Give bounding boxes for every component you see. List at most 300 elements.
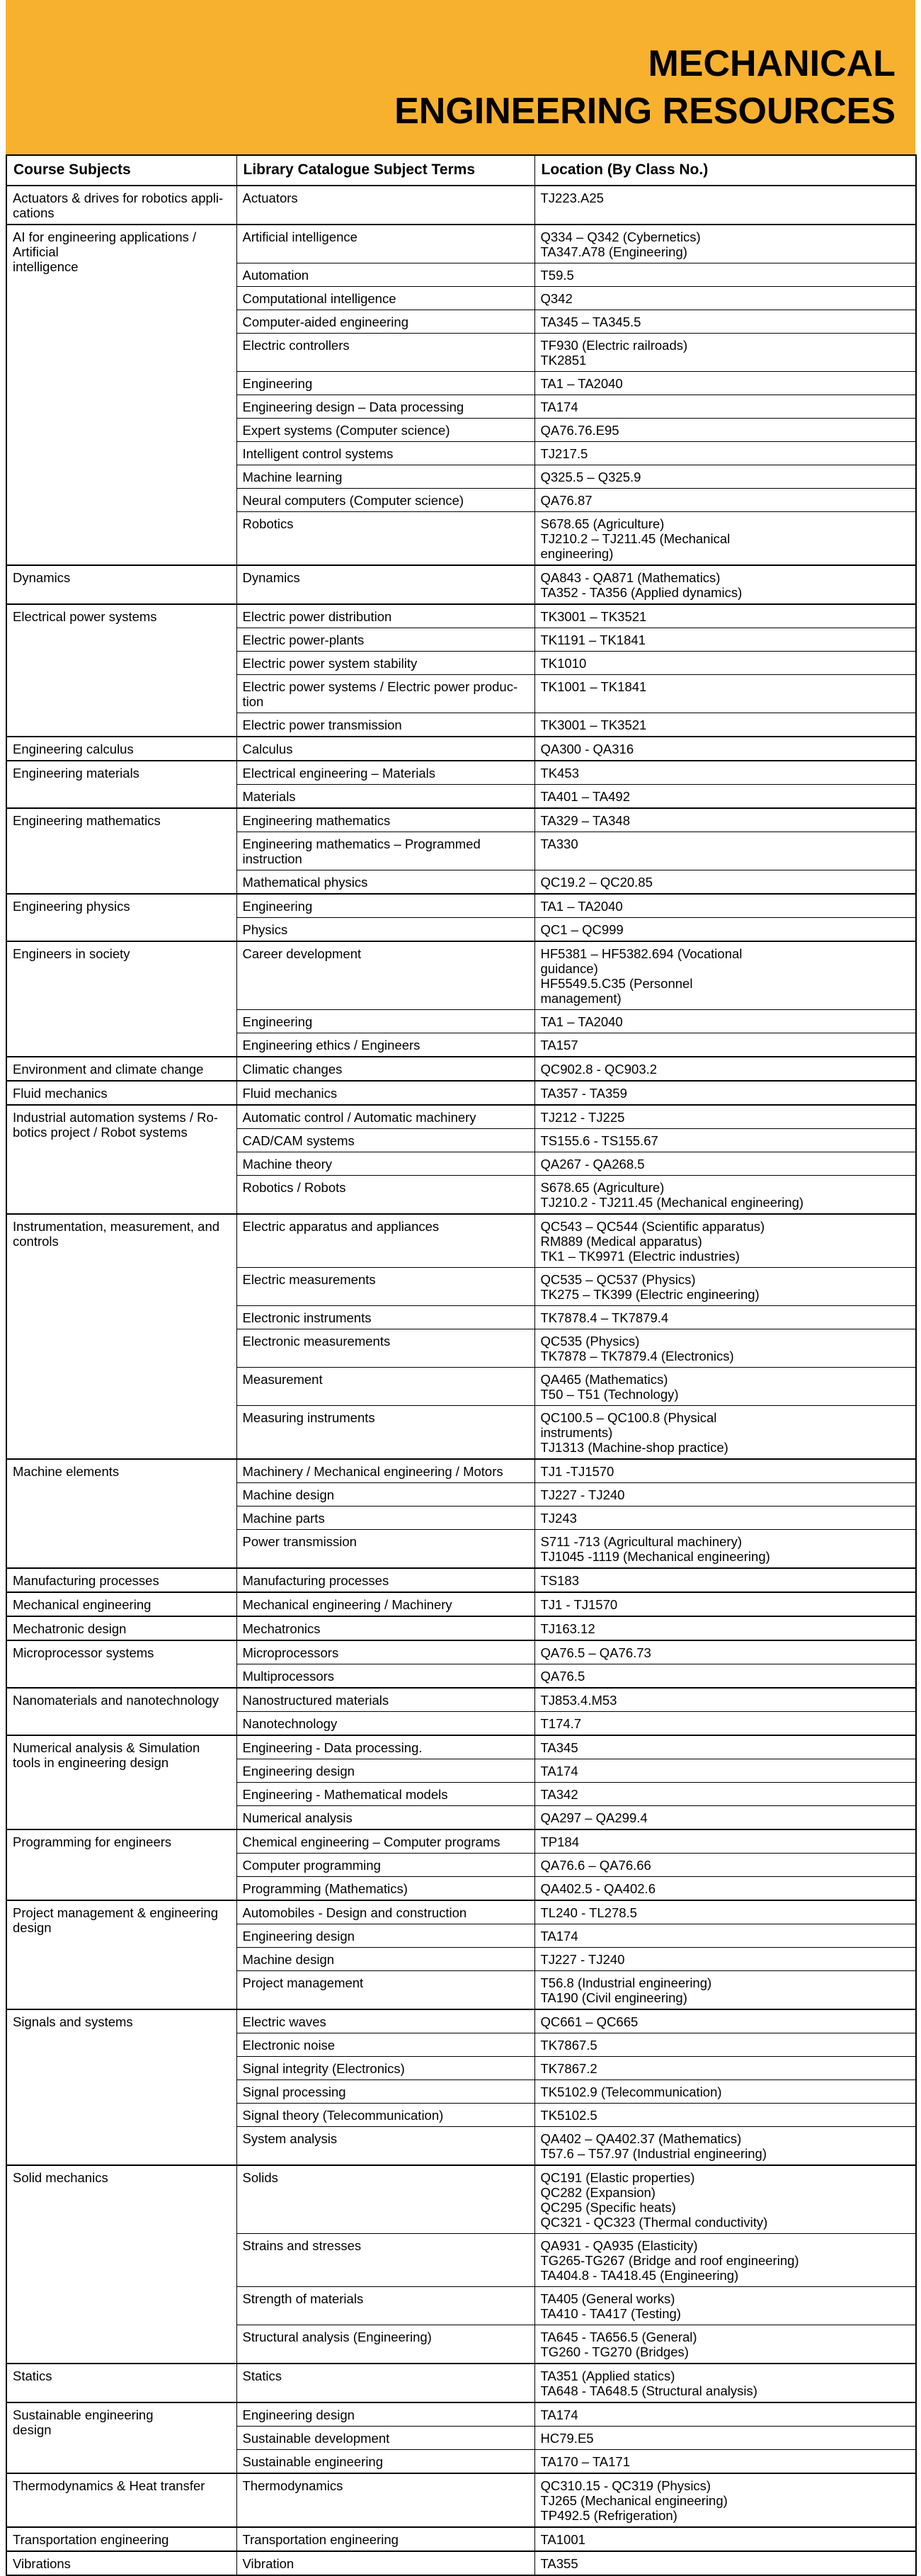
subject-term-text: Machinery / Mechanical engineering / Motors (242, 1464, 503, 1479)
column-header-location: Location (By Class No.) (534, 155, 916, 186)
subject-term-cell (236, 225, 534, 263)
location-text: T50 – T51 (Technology) (540, 1387, 679, 1402)
course-subject-cell (6, 2402, 236, 2473)
location-text: engineering) (540, 546, 614, 561)
subject-term-text: Engineering mathematics (242, 813, 391, 828)
table-header-row (6, 155, 916, 186)
subject-term-cell (236, 1900, 534, 1924)
location-cell (534, 512, 916, 566)
title-line-2: ENGINEERING RESOURCES (394, 91, 896, 132)
table-row (6, 2165, 916, 2234)
subject-term-cell (236, 1268, 534, 1306)
location-text: TJ1313 (Machine-shop practice) (540, 1440, 728, 1455)
subject-term-cell (236, 1924, 534, 1948)
location-text: Q342 (540, 291, 573, 306)
location-cell (534, 652, 916, 675)
location-cell (534, 1306, 916, 1329)
course-subject-cell (6, 1105, 236, 1214)
location-cell (534, 2234, 916, 2287)
location-cell (534, 808, 916, 832)
course-subject-cell (6, 2473, 236, 2527)
course-subject-cell (6, 1688, 236, 1735)
location-text: QA843 - QA871 (Mathematics) (540, 570, 721, 585)
location-text: QC535 (Physics) (540, 1334, 640, 1349)
page (6, 0, 915, 2571)
subject-term-text: Materials (242, 789, 296, 804)
location-cell (534, 2364, 916, 2402)
subject-term-text: Electronic measurements (242, 1334, 391, 1349)
location-cell (534, 2057, 916, 2080)
subject-term-cell (236, 263, 534, 287)
location-cell (534, 489, 916, 512)
location-text: TK1001 – TK1841 (540, 679, 647, 694)
location-text: QC19.2 – QC20.85 (540, 875, 653, 890)
subject-term-cell (236, 1759, 534, 1783)
location-cell (534, 1592, 916, 1616)
location-text: TK1191 – TK1841 (540, 632, 646, 647)
course-subject-text: intelligence (13, 259, 79, 274)
table-row (6, 2551, 916, 2575)
course-subject-text: Vibrations (13, 2556, 71, 2571)
location-text: TA410 - TA417 (Testing) (540, 2306, 681, 2321)
location-cell (534, 2325, 916, 2364)
subject-term-text: Signal theory (Telecommunication) (242, 2108, 444, 2123)
subject-term-cell (236, 2080, 534, 2104)
location-text: management) (540, 991, 622, 1006)
course-subject-text: Machine elements (13, 1464, 120, 1479)
subject-term-cell (236, 1877, 534, 1901)
location-text: QA465 (Mathematics) (540, 1372, 668, 1387)
course-subject-cell (6, 761, 236, 808)
location-cell (534, 761, 916, 785)
subject-term-cell (236, 1592, 534, 1616)
subject-term-cell (236, 1057, 534, 1081)
subject-term-text: Machine learning (242, 470, 343, 484)
location-cell (534, 419, 916, 442)
subject-term-cell (236, 2234, 534, 2287)
subject-term-text: Electrical engineering – Materials (242, 766, 435, 781)
subject-term-text: Electronic instruments (242, 1310, 372, 1325)
subject-term-text: Machine design (242, 1952, 335, 1967)
course-subject-cell (6, 1735, 236, 1829)
subject-term-cell (236, 941, 534, 1010)
course-subject-text: Engineering calculus (13, 742, 134, 756)
subject-term-cell (236, 1176, 534, 1215)
subject-term-cell (236, 1368, 534, 1406)
location-cell (534, 442, 916, 465)
location-text: guidance) (540, 961, 598, 976)
location-text: QC282 (Expansion) (540, 2185, 656, 2200)
location-cell (534, 465, 916, 489)
location-cell (534, 1568, 916, 1592)
subject-term-text: Engineering design (242, 1929, 355, 1944)
location-text: TA645 - TA656.5 (General) (540, 2330, 697, 2344)
location-cell (534, 1033, 916, 1057)
subject-term-cell (236, 442, 534, 465)
subject-term-cell (236, 761, 534, 785)
location-cell (534, 310, 916, 334)
subject-term-text: Machine design (242, 1487, 335, 1502)
location-text: TA174 (540, 2407, 578, 2422)
subject-term-cell (236, 1306, 534, 1329)
subject-term-cell (236, 1829, 534, 1854)
subject-term-cell (236, 2009, 534, 2033)
location-cell (534, 870, 916, 895)
location-cell (534, 2473, 916, 2527)
location-cell (534, 1010, 916, 1033)
subject-term-text: Computer programming (242, 1858, 381, 1873)
subject-term-cell (236, 1081, 534, 1105)
location-text: TA648 - TA648.5 (Structural analysis) (540, 2383, 757, 2398)
subject-term-cell (236, 419, 534, 442)
course-subject-cell (6, 2364, 236, 2402)
subject-term-text: Engineering design – Data processing (242, 399, 464, 414)
location-text: TK7878.4 – TK7879.4 (540, 1310, 669, 1325)
subject-term-cell (236, 1806, 534, 1830)
subject-term-cell (236, 1568, 534, 1592)
table-row (6, 894, 916, 918)
subject-term-cell (236, 2527, 534, 2551)
location-text: QA402 – QA402.37 (Mathematics) (540, 2131, 742, 2146)
table-row (6, 1592, 916, 1616)
subject-term-text: Electronic noise (242, 2038, 336, 2053)
course-subject-text: design (13, 2422, 52, 2437)
location-text: T174.7 (540, 1716, 582, 1731)
location-text: HC79.E5 (540, 2431, 594, 2446)
subject-term-cell (236, 1483, 534, 1507)
location-text: TA342 (540, 1787, 578, 1802)
location-cell (534, 2104, 916, 2127)
subject-term-cell (236, 465, 534, 489)
subject-term-cell (236, 1735, 534, 1759)
location-text: TK7878 – TK7879.4 (Electronics) (540, 1349, 734, 1363)
subject-term-text: Intelligent control systems (242, 446, 394, 461)
subject-term-text: Career development (242, 946, 362, 961)
location-cell (534, 1483, 916, 1507)
location-cell (534, 2427, 916, 2450)
table-row (6, 1688, 916, 1712)
course-subject-text: Engineering mathematics (13, 813, 161, 828)
table-row (6, 1214, 916, 1268)
location-text: TG260 - TG270 (Bridges) (540, 2344, 689, 2359)
subject-term-text: Machine parts (242, 1511, 325, 1526)
location-text: TJ1045 -1119 (Mechanical engineering) (540, 1549, 770, 1564)
subject-term-text: Vibration (242, 2556, 294, 2571)
course-subject-text: Instrumentation, measurement, and (13, 1219, 220, 1234)
location-text: TA1 – TA2040 (540, 376, 623, 391)
location-text: QC100.5 – QC100.8 (Physical (540, 1410, 717, 1425)
location-text: QC902.8 - QC903.2 (540, 1062, 658, 1077)
course-subject-cell (6, 1057, 236, 1081)
subject-term-cell (236, 870, 534, 895)
location-text: TK275 – TK399 (Electric engineering) (540, 1287, 760, 1302)
location-cell (534, 2127, 916, 2166)
location-cell (534, 894, 916, 918)
location-text: S678.65 (Agriculture) (540, 516, 665, 531)
subject-term-text: Mechanical engineering / Machinery (242, 1597, 452, 1612)
course-subject-cell (6, 1568, 236, 1592)
location-cell (534, 1057, 916, 1081)
location-cell (534, 2165, 916, 2234)
subject-term-text: Electric power distribution (242, 609, 392, 624)
location-cell (534, 565, 916, 604)
subject-term-text: Signal processing (242, 2084, 346, 2099)
subject-term-cell (236, 1129, 534, 1152)
subject-term-text: Artificial intelligence (242, 229, 357, 244)
subject-term-text: Electric power-plants (242, 632, 365, 647)
location-text: QC543 – QC544 (Scientific apparatus) (540, 1219, 765, 1234)
subject-term-cell (236, 489, 534, 512)
location-cell (534, 1924, 916, 1948)
course-subject-cell (6, 1900, 236, 2009)
location-cell (534, 2527, 916, 2551)
subject-term-text: Sustainable development (242, 2431, 390, 2446)
subject-term-cell (236, 1010, 534, 1033)
course-subject-text: Mechanical engineering (13, 1597, 151, 1612)
location-text: TK3001 – TK3521 (540, 717, 647, 732)
subject-term-cell (236, 628, 534, 652)
subject-term-text: Dynamics (242, 570, 300, 585)
subject-term-cell (236, 2364, 534, 2402)
course-subject-text: cations (13, 205, 55, 220)
title-line-1: MECHANICAL (648, 43, 896, 84)
subject-term-text: Project management (242, 1975, 364, 1990)
course-subject-text: Industrial automation systems / Ro- (13, 1110, 218, 1125)
location-cell (534, 1759, 916, 1783)
location-cell (534, 1971, 916, 2010)
subject-term-text: Strains and stresses (242, 2238, 362, 2253)
location-cell (534, 1105, 916, 1129)
location-text: TG265-TG267 (Bridge and roof engineering) (540, 2253, 799, 2268)
location-text: QA402.5 - QA402.6 (540, 1881, 656, 1896)
course-subject-cell (6, 565, 236, 604)
location-text: TL240 - TL278.5 (540, 1905, 637, 1920)
course-subject-cell (6, 808, 236, 894)
course-subject-text: Microprocessor systems (13, 1645, 154, 1660)
location-text: TJ265 (Mechanical engineering) (540, 2493, 728, 2508)
location-text: TK453 (540, 766, 580, 781)
subject-term-text: Automation (242, 268, 309, 283)
course-subject-text: Engineering physics (13, 899, 130, 914)
table-row (6, 1900, 916, 1924)
subject-term-text: Measurement (242, 1372, 323, 1387)
location-cell (534, 263, 916, 287)
location-cell (534, 2402, 916, 2427)
location-cell (534, 1900, 916, 1924)
location-text: TJ853.4.M53 (540, 1693, 617, 1708)
location-text: QC191 (Elastic properties) (540, 2170, 695, 2185)
subject-term-cell (236, 2473, 534, 2527)
course-subject-text: Dynamics (13, 570, 71, 585)
course-subject-text: Statics (13, 2368, 52, 2383)
location-text: TA404.8 - TA418.45 (Engineering) (540, 2268, 739, 2283)
location-text: T57.6 – T57.97 (Industrial engineering) (540, 2146, 767, 2161)
subject-term-cell (236, 287, 534, 310)
location-cell (534, 1783, 916, 1806)
location-text: QC321 - QC323 (Thermal conductivity) (540, 2215, 768, 2230)
course-subject-cell (6, 1214, 236, 1459)
course-subject-text: botics project / Robot systems (13, 1125, 188, 1140)
subject-term-text: System analysis (242, 2131, 338, 2146)
course-subject-text: Numerical analysis & Simulation (13, 1740, 200, 1755)
location-cell (534, 604, 916, 628)
course-subject-cell (6, 737, 236, 761)
subject-term-cell (236, 1214, 534, 1268)
table-row (6, 1640, 916, 1664)
subject-term-cell (236, 737, 534, 761)
location-cell (534, 372, 916, 395)
location-text: TA330 (540, 836, 578, 851)
subject-term-text: Computational intelligence (242, 291, 396, 306)
location-text: HF5549.5.C35 (Personnel (540, 976, 693, 991)
subject-term-cell (236, 2127, 534, 2166)
location-text: QA300 - QA316 (540, 742, 634, 756)
location-cell (534, 713, 916, 737)
location-text: QA76.5 (540, 1669, 585, 1684)
location-cell (534, 1081, 916, 1105)
subject-term-text: Transportation engineering (242, 2532, 399, 2547)
location-text: TA174 (540, 1929, 578, 1944)
subject-term-text: Electric power transmission (242, 717, 402, 732)
location-cell (534, 1688, 916, 1712)
location-text: TA345 (540, 1740, 578, 1755)
subject-term-text: Engineering design (242, 1764, 355, 1778)
location-cell (534, 2009, 916, 2033)
location-text: QC295 (Specific heats) (540, 2200, 676, 2215)
location-text: QC1 – QC999 (540, 922, 624, 937)
subject-term-cell (236, 2450, 534, 2474)
subject-term-text: Signal integrity (Electronics) (242, 2061, 405, 2076)
table-row (6, 604, 916, 628)
subject-term-text: Power transmission (242, 1534, 357, 1549)
subject-term-text: Expert systems (Computer science) (242, 423, 450, 438)
subject-term-cell (236, 1507, 534, 1530)
subject-term-text: Mathematical physics (242, 875, 368, 890)
location-text: HF5381 – HF5382.694 (Vocational (540, 946, 743, 961)
header-banner (6, 0, 915, 154)
subject-term-text: Robotics / Robots (242, 1180, 346, 1195)
course-subject-text: Signals and systems (13, 2014, 133, 2029)
subject-term-cell (236, 310, 534, 334)
location-text: TF930 (Electric railroads) (540, 338, 688, 353)
subject-term-text: Electric measurements (242, 1272, 376, 1287)
subject-term-cell (236, 1854, 534, 1877)
course-subject-cell (6, 1616, 236, 1640)
subject-term-text: Engineering - Data processing. (242, 1740, 423, 1755)
course-subject-text: Thermodynamics & Heat transfer (13, 2478, 205, 2493)
location-cell (534, 2033, 916, 2057)
course-subject-text: design (13, 1920, 52, 1935)
subject-term-text: Climatic changes (242, 1062, 343, 1077)
subject-term-cell (236, 2057, 534, 2080)
subject-term-text: Electric controllers (242, 338, 350, 353)
location-text: TJ210.2 – TJ211.45 (Mechanical (540, 531, 731, 546)
subject-term-text: Electric waves (242, 2014, 326, 2029)
location-text: TP184 (540, 1834, 580, 1849)
course-subject-cell (6, 2551, 236, 2575)
course-subject-cell (6, 1459, 236, 1568)
subject-term-cell (236, 334, 534, 372)
location-cell (534, 1406, 916, 1460)
subject-term-text: Chemical engineering – Computer programs (242, 1834, 500, 1849)
column-header-catalogue-terms: Library Catalogue Subject Terms (236, 155, 534, 186)
location-cell (534, 1877, 916, 1901)
subject-term-cell (236, 2551, 534, 2575)
course-subject-text: Solid mechanics (13, 2170, 108, 2185)
location-cell (534, 1948, 916, 1971)
location-text: TA1 – TA2040 (540, 899, 623, 914)
course-subject-cell (6, 186, 236, 225)
course-subject-text: Programming for engineers (13, 1834, 172, 1849)
subject-term-text: tion (242, 694, 264, 709)
subject-term-cell (236, 894, 534, 918)
location-cell (534, 941, 916, 1010)
location-cell (534, 225, 916, 263)
course-subject-text: Artificial (13, 244, 59, 259)
location-cell (534, 2551, 916, 2575)
course-subject-cell (6, 1640, 236, 1688)
location-text: TS155.6 - TS155.67 (540, 1133, 658, 1148)
subject-term-text: Actuators (242, 191, 298, 205)
subject-term-text: Engineering (242, 1014, 313, 1029)
location-text: TA405 (General works) (540, 2291, 675, 2306)
course-subject-cell (6, 1592, 236, 1616)
location-text: TJ227 - TJ240 (540, 1487, 625, 1502)
location-text: TJ217.5 (540, 446, 588, 461)
subject-term-cell (236, 1640, 534, 1664)
subject-term-cell (236, 785, 534, 809)
location-text: QC310.15 - QC319 (Physics) (540, 2478, 711, 2493)
course-subject-text: Electrical power systems (13, 609, 157, 624)
location-text: TJ227 - TJ240 (540, 1952, 625, 1967)
location-text: TJ243 (540, 1511, 577, 1526)
location-text: S711 -713 (Agricultural machinery) (540, 1534, 742, 1549)
table-row (6, 808, 916, 832)
table-row (6, 1568, 916, 1592)
location-text: QA76.87 (540, 493, 593, 508)
location-cell (534, 395, 916, 419)
column-header-course-subjects: Course Subjects (6, 155, 236, 186)
subject-term-cell (236, 1948, 534, 1971)
subject-term-cell (236, 832, 534, 870)
location-cell (534, 918, 916, 942)
location-cell (534, 1329, 916, 1368)
location-text: Q325.5 – Q325.9 (540, 470, 641, 484)
table-row (6, 1459, 916, 1483)
location-text: TJ212 - TJ225 (540, 1110, 625, 1125)
location-text: TK5102.5 (540, 2108, 597, 2123)
subject-term-text: Electric power system stability (242, 656, 418, 671)
subject-term-text: Multiprocessors (242, 1669, 335, 1684)
table-row (6, 565, 916, 604)
subject-term-text: Engineering - Mathematical models (242, 1787, 448, 1802)
location-cell (534, 1368, 916, 1406)
subject-term-cell (236, 918, 534, 942)
subject-term-cell (236, 1329, 534, 1368)
subject-term-text: Engineering ethics / Engineers (242, 1038, 421, 1052)
subject-term-text: Solids (242, 2170, 278, 2185)
location-text: TA174 (540, 1764, 578, 1778)
table-row (6, 1829, 916, 1854)
location-text: TA345 – TA345.5 (540, 314, 641, 329)
location-cell (534, 1459, 916, 1483)
location-cell (534, 287, 916, 310)
course-subject-cell (6, 2527, 236, 2551)
location-cell (534, 2080, 916, 2104)
location-text: TJ163.12 (540, 1621, 595, 1636)
location-text: QA931 - QA935 (Elasticity) (540, 2238, 698, 2253)
subject-term-cell (236, 1152, 534, 1176)
